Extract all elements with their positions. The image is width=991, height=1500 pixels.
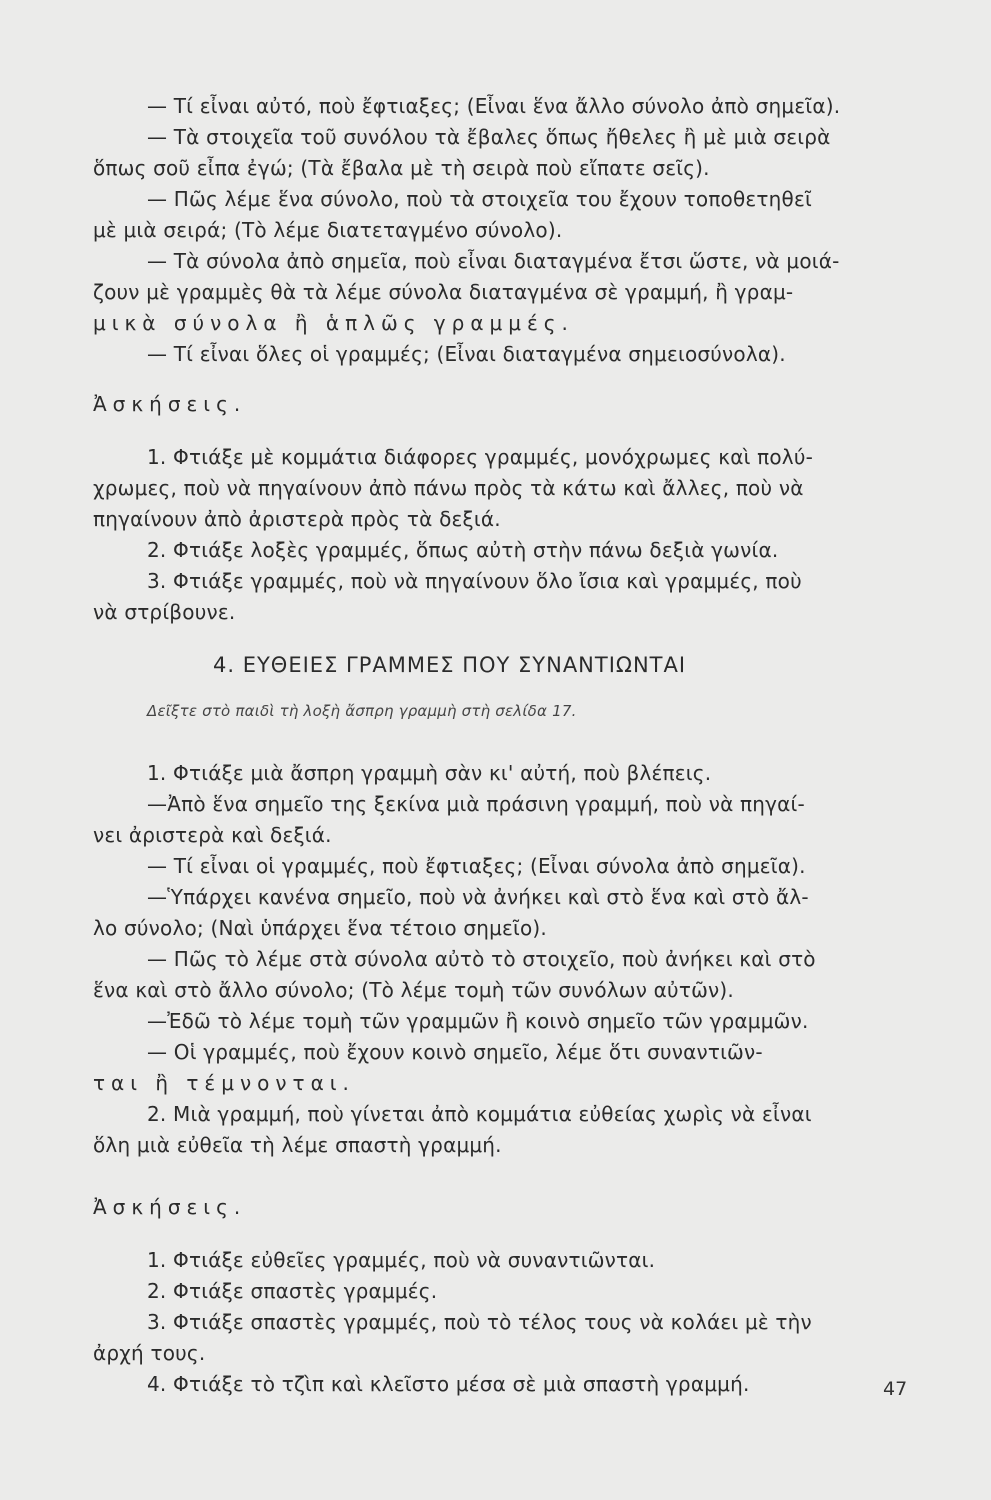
teacher-note: Δεῖξτε στὸ παιδὶ τὴ λοξὴ ἄσπρη γραμμὴ στὴ σελίδα 17. xyxy=(147,702,577,720)
text-line: 3. Φτιάξε γραμμές, ποὺ νὰ πηγαίνουν ὅλο ἴσια καὶ γραμμές, ποὺ xyxy=(147,569,802,593)
text-line: — Οἱ γραμμές, ποὺ ἔχουν κοινὸ σημεῖο, λέμε ὅτι συναντιῶν- xyxy=(147,1040,763,1064)
text-line: — Πῶς τὸ λέμε στὰ σύνολα αὐτὸ τὸ στοιχεῖο, ποὺ ἀνήκει καὶ στὸ xyxy=(147,947,816,971)
text-line: —Ἀπὸ ἕνα σημεῖο της ξεκίνα μιὰ πράσινη γραμμή, ποὺ νὰ πηγαί- xyxy=(147,792,805,816)
text-line: — Τὰ σύνολα ἀπὸ σημεῖα, ποὺ εἶναι διαταγμένα ἔτσι ὥστε, νὰ μοιά- xyxy=(147,249,840,273)
text-line: ται ἢ τέμνονται. xyxy=(93,1071,355,1095)
text-line: λο σύνολο; (Ναὶ ὑπάρχει ἕνα τέτοιο σημεῖο). xyxy=(93,916,547,940)
text-line: 3. Φτιάξε σπαστὲς γραμμές, ποὺ τὸ τέλος τους νὰ κολάει μὲ τὴν xyxy=(147,1310,812,1334)
exercises-title: Ἀσκήσεις. xyxy=(93,1195,247,1219)
text-line: ἕνα καὶ στὸ ἄλλο σύνολο; (Τὸ λέμε τομὴ τῶν συνόλων αὐτῶν). xyxy=(93,978,734,1002)
text-line: μικὰ σύνολα ἢ ἁπλῶς γραμμές. xyxy=(93,311,574,335)
text-line: μὲ μιὰ σειρά; (Τὸ λέμε διατεταγμένο σύνολο). xyxy=(93,218,563,242)
text-line: νὰ στρίβουνε. xyxy=(93,600,236,624)
text-line: 1. Φτιάξε μὲ κομμάτια διάφορες γραμμές, μονόχρωμες καὶ πολύ- xyxy=(147,445,814,469)
text-line: —Ὑπάρχει κανένα σημεῖο, ποὺ νὰ ἀνήκει καὶ στὸ ἕνα καὶ στὸ ἄλ- xyxy=(147,885,809,909)
text-line: 1. Φτιάξε εὐθεῖες γραμμές, ποὺ νὰ συναντιῶνται. xyxy=(147,1248,656,1272)
text-line: χρωμες, ποὺ νὰ πηγαίνουν ἀπὸ πάνω πρὸς τὰ κάτω καὶ ἄλλες, ποὺ νὰ xyxy=(93,476,804,500)
text-line: πηγαίνουν ἀπὸ ἀριστερὰ πρὸς τὰ δεξιά. xyxy=(93,507,501,531)
text-line: ἀρχή τους. xyxy=(93,1341,206,1365)
text-line: 2. Μιὰ γραμμή, ποὺ γίνεται ἀπὸ κομμάτια εὐθείας χωρὶς νὰ εἶναι xyxy=(147,1102,812,1126)
text-line: 4. Φτιάξε τὸ τζὶπ καὶ κλεῖστο μέσα σὲ μιὰ σπαστὴ γραμμή. xyxy=(147,1372,750,1396)
text-line: ὅλη μιὰ εὐθεῖα τὴ λέμε σπαστὴ γραμμή. xyxy=(93,1133,502,1157)
text-line: ὅπως σοῦ εἶπα ἐγώ; (Τὰ ἔβαλα μὲ τὴ σειρὰ ποὺ εἴπατε σεῖς). xyxy=(93,156,710,180)
page-number: 47 xyxy=(883,1378,908,1400)
text-line: — Πῶς λέμε ἕνα σύνολο, ποὺ τὰ στοιχεῖα του ἔχουν τοποθετηθεῖ xyxy=(147,187,812,211)
text-line: ζουν μὲ γραμμὲς θὰ τὰ λέμε σύνολα διαταγμένα σὲ γραμμή, ἢ γραμ- xyxy=(93,280,794,304)
text-line: νει ἀριστερὰ καὶ δεξιά. xyxy=(93,823,332,847)
text-line: — Τὰ στοιχεῖα τοῦ συνόλου τὰ ἔβαλες ὅπως ἤθελες ἢ μὲ μιὰ σειρὰ xyxy=(147,125,831,149)
text-line: 1. Φτιάξε μιὰ ἄσπρη γραμμὴ σὰν κι' αὐτή, ποὺ βλέπεις. xyxy=(147,761,712,785)
text-line: — Τί εἶναι οἱ γραμμές, ποὺ ἔφτιαξες; (Εἶναι σύνολα ἀπὸ σημεῖα). xyxy=(147,854,806,878)
section-heading: 4. ΕΥΘΕΙΕΣ ΓΡΑΜΜΕΣ ΠΟΥ ΣΥΝΑΝΤΙΩΝΤΑΙ xyxy=(213,653,687,677)
text-line: —Ἐδῶ τὸ λέμε τομὴ τῶν γραμμῶν ἢ κοινὸ σημεῖο τῶν γραμμῶν. xyxy=(147,1009,809,1033)
exercises-title: Ἀσκήσεις. xyxy=(93,392,247,416)
text-line: — Τί εἶναι ὅλες οἱ γραμμές; (Εἶναι διαταγμένα σημειοσύνολα). xyxy=(147,342,786,366)
text-line: 2. Φτιάξε σπαστὲς γραμμές. xyxy=(147,1279,438,1303)
text-line: — Τί εἶναι αὐτό, ποὺ ἔφτιαξες; (Εἶναι ἕνα ἄλλο σύνολο ἀπὸ σημεῖα). xyxy=(147,94,841,118)
text-line: 2. Φτιάξε λοξὲς γραμμές, ὅπως αὐτὴ στὴν πάνω δεξιὰ γωνία. xyxy=(147,538,779,562)
